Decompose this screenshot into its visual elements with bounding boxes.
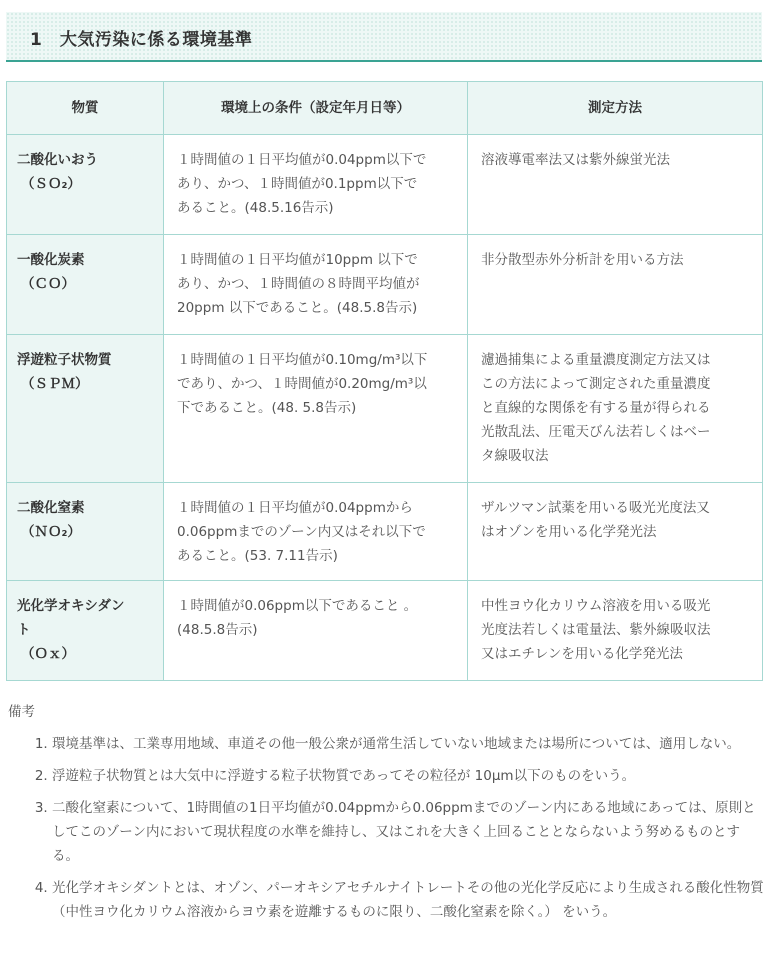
header-condition: 環境上の条件（設定年月日等）: [164, 82, 468, 135]
condition-line: １時間値の１日平均値が0.10mg/m³以下: [177, 352, 428, 368]
method-line: タ線吸収法: [481, 448, 549, 464]
condition-line: (48.5.8告示): [177, 622, 258, 638]
table-row: [7, 483, 763, 581]
condition-cell: [164, 483, 468, 581]
substance-symbol: （Ｏｘ）: [21, 646, 75, 662]
substance-name: 浮遊粒子状物質: [17, 352, 112, 368]
method-cell: [468, 335, 763, 483]
section-title: 1 大気汚染に係る環境基準: [30, 30, 253, 50]
condition-line: 20ppm 以下であること。(48.5.8告示): [177, 300, 418, 316]
method-line: 中性ヨウ化カリウム溶液を用いる吸光: [481, 598, 711, 614]
condition-line: １時間値が0.06ppm以下であること 。: [177, 598, 418, 614]
substance-name: 二酸化いおう: [17, 152, 98, 168]
substance-name: 光化学オキシダン: [17, 598, 125, 614]
method-line: と直線的な関係を有する量が得られる: [481, 400, 711, 416]
header-substance: 物質: [7, 82, 164, 135]
section-heading: [6, 12, 762, 62]
method-line: 光散乱法、圧電天びん法若しくはベー: [481, 424, 711, 440]
method-line: この方法によって測定された重量濃度: [481, 376, 711, 392]
substance-name-cont: ト: [17, 622, 31, 638]
method-line: 非分散型赤外分析計を用いる方法: [481, 252, 684, 268]
substance-name: 二酸化窒素: [17, 500, 85, 516]
method-cell: [468, 483, 763, 581]
notes-title: 備考: [8, 704, 35, 720]
method-line: 又はエチレンを用いる化学発光法: [481, 646, 683, 662]
list-item: 2. 浮遊粒子状物質とは大気中に浮遊する粒子状物質であってその粒径が 10μm以下のものをいう。: [52, 764, 766, 788]
condition-line: 0.06ppmまでのゾーン内又はそれ以下で: [177, 524, 426, 540]
condition-line: あり、かつ、１時間値が0.1ppm以下で: [177, 176, 418, 192]
list-item: 4. 光化学オキシダントとは、オゾン、パーオキシアセチルナイトレートその他の光化学反応により生成される酸化性物質（中性ヨウ化カリウム溶液からヨウ素を遊離するものに限り、二酸化窒素を除く。） をいう。: [52, 876, 766, 924]
method-line: はオゾンを用いる化学発光法: [481, 524, 657, 540]
table-row: [7, 581, 763, 681]
list-item: 1. 環境基準は、工業専用地域、車道その他一般公衆が通常生活していない地域または場所については、適用しない。: [52, 732, 766, 756]
substance-cell: [7, 483, 164, 581]
condition-line: であり、かつ、１時間値が0.20mg/m³以: [177, 376, 427, 392]
table-row: [7, 335, 763, 483]
substance-symbol: （ＳＰＭ）: [21, 376, 89, 392]
method-cell: [468, 235, 763, 335]
method-cell: [468, 581, 763, 681]
notes-list: [24, 732, 766, 932]
condition-line: あること。(53. 7.11告示): [177, 548, 338, 564]
method-line: ザルツマン試薬を用いる吸光光度法又: [481, 500, 710, 516]
substance-cell: [7, 335, 164, 483]
method-line: 光度法若しくは電量法、紫外線吸収法: [481, 622, 711, 638]
substance-symbol: （ＳＯ₂）: [21, 176, 81, 192]
header-method: 測定方法: [468, 82, 763, 135]
condition-cell: [164, 335, 468, 483]
condition-cell: [164, 135, 468, 235]
substance-symbol: （ＮＯ₂）: [21, 524, 81, 540]
condition-cell: [164, 581, 468, 681]
condition-line: １時間値の１日平均値が10ppm 以下で: [177, 252, 418, 268]
method-line: 濾過捕集による重量濃度測定方法又は: [481, 352, 711, 368]
environmental-standards-table: [6, 81, 763, 681]
substance-cell: [7, 135, 164, 235]
method-line: 溶液導電率法又は紫外線蛍光法: [481, 152, 670, 168]
method-cell: [468, 135, 763, 235]
table-header-row: [7, 82, 763, 135]
condition-line: １時間値の１日平均値が0.04ppm以下で: [177, 152, 427, 168]
substance-name: 一酸化炭素: [17, 252, 85, 268]
list-item: 3. 二酸化窒素について、1時間値の1日平均値が0.04ppmから0.06ppmまでのゾーン内にある地域にあっては、原則としてこのゾーン内において現状程度の水準を維持し、又はこれを大きく上回ることとならないよう努めるものとする。: [52, 796, 766, 868]
condition-line: あること。(48.5.16告示): [177, 200, 334, 216]
substance-symbol: （ＣＯ）: [21, 276, 75, 292]
condition-line: あり、かつ、１時間値の８時間平均値が: [177, 276, 420, 292]
table-row: [7, 235, 763, 335]
substance-cell: [7, 235, 164, 335]
table-row: [7, 135, 763, 235]
condition-line: １時間値の１日平均値が0.04ppmから: [177, 500, 413, 516]
condition-line: 下であること。(48. 5.8告示): [177, 400, 357, 416]
substance-cell: [7, 581, 164, 681]
condition-cell: [164, 235, 468, 335]
